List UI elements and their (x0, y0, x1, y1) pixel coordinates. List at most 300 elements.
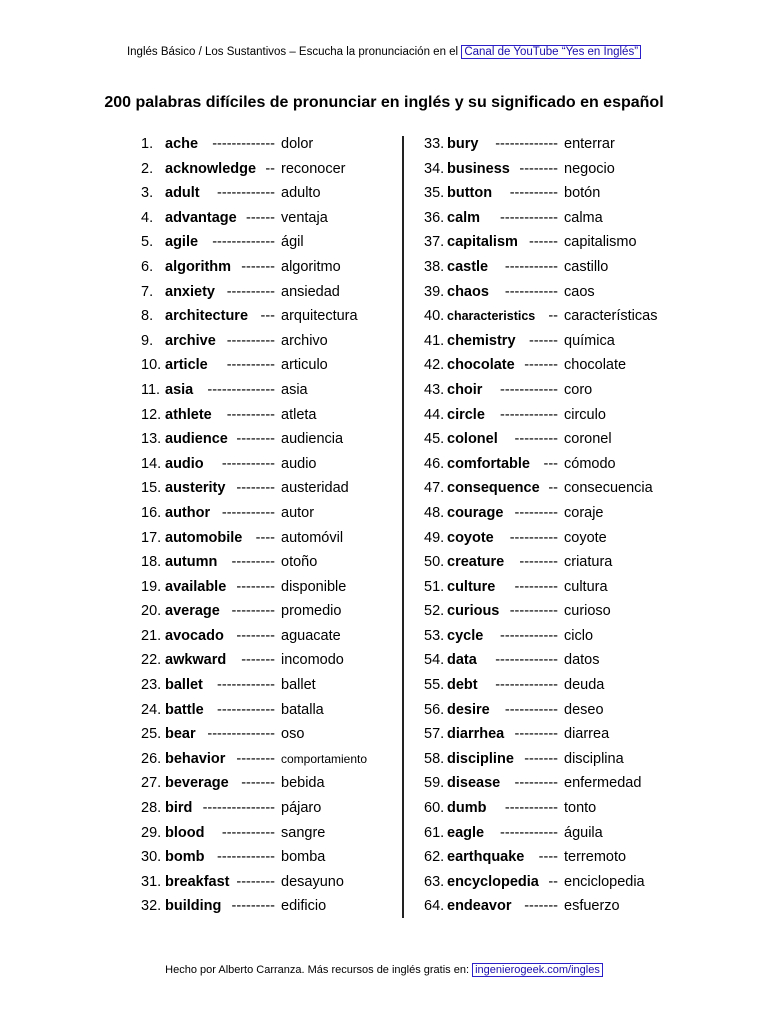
spanish-meaning: capitalismo (564, 234, 637, 251)
vocab-row (141, 821, 396, 846)
english-word: endeavor (447, 898, 512, 915)
spanish-meaning: austeridad (281, 480, 349, 497)
item-number: 49. (424, 529, 445, 546)
item-number: 35. (424, 185, 445, 202)
item-number: 26. (141, 750, 162, 767)
vocab-row (424, 673, 684, 698)
separator-dashes: -------- (236, 627, 275, 644)
english-word: coyote (447, 529, 494, 546)
english-word: battle (165, 701, 204, 718)
separator-dashes: -------- (236, 578, 275, 595)
separator-dashes: ------------- (495, 677, 558, 694)
english-word: average (165, 603, 220, 620)
footer-text: Hecho por Alberto Carranza. Más recursos de inglés gratis en: (165, 964, 470, 976)
item-number: 28. (141, 800, 162, 817)
vocab-row (141, 378, 396, 403)
item-number: 57. (424, 726, 445, 743)
english-word: disease (447, 775, 501, 792)
separator-dashes: ---------- (226, 357, 275, 374)
separator-dashes: -- (548, 873, 558, 890)
item-number: 40. (424, 308, 445, 325)
vocab-row (424, 501, 684, 526)
separator-dashes: ---- (255, 529, 275, 546)
item-number: 29. (141, 824, 162, 841)
separator-dashes: --------- (514, 775, 558, 792)
english-word: blood (165, 824, 205, 841)
spanish-meaning: bomba (281, 849, 326, 866)
spanish-meaning: cómodo (564, 455, 616, 472)
spanish-meaning: sangre (281, 824, 326, 841)
separator-dashes: ------------ (217, 849, 275, 866)
vocab-row (424, 181, 684, 206)
english-word: encyclopedia (447, 873, 539, 890)
english-word: awkward (165, 652, 227, 669)
english-word: calm (447, 209, 481, 226)
vocab-row (424, 722, 684, 747)
vocab-row (424, 230, 684, 255)
separator-dashes: ----------- (504, 800, 558, 817)
separator-dashes: -------------- (207, 726, 275, 743)
separator-dashes: -------- (236, 431, 275, 448)
vocab-row (141, 550, 396, 575)
vocab-row (141, 280, 396, 305)
spanish-meaning: otoño (281, 554, 318, 571)
item-number: 61. (424, 824, 445, 841)
english-word: avocado (165, 627, 224, 644)
vocab-row (141, 353, 396, 378)
separator-dashes: --------- (231, 554, 275, 571)
english-word: athlete (165, 406, 212, 423)
item-number: 63. (424, 873, 445, 890)
spanish-meaning: articulo (281, 357, 328, 374)
spanish-meaning: tonto (564, 800, 597, 817)
vocab-row (141, 526, 396, 551)
english-word: automobile (165, 529, 243, 546)
vocab-row (424, 403, 684, 428)
item-number: 13. (141, 431, 162, 448)
vocab-row (141, 476, 396, 501)
separator-dashes: ------ (529, 234, 558, 251)
separator-dashes: --- (543, 455, 558, 472)
spanish-meaning: atleta (281, 406, 317, 423)
english-word: article (165, 357, 208, 374)
item-number: 16. (141, 504, 162, 521)
vocab-row (141, 132, 396, 157)
vocab-row (424, 698, 684, 723)
separator-dashes: --------- (514, 578, 558, 595)
page-footer (0, 962, 768, 978)
separator-dashes: -------- (236, 480, 275, 497)
vocab-row (141, 427, 396, 452)
vocab-row (424, 378, 684, 403)
spanish-meaning: calma (564, 209, 603, 226)
spanish-meaning: asia (281, 381, 308, 398)
item-number: 1. (141, 136, 154, 152)
vocab-row (424, 648, 684, 673)
vocab-row (141, 403, 396, 428)
item-number: 21. (141, 627, 162, 644)
vocab-row (141, 304, 396, 329)
separator-dashes: -- (265, 160, 275, 177)
spanish-meaning: circulo (564, 406, 606, 423)
vocab-row (141, 648, 396, 673)
english-word: colonel (447, 431, 498, 448)
spanish-meaning: águila (564, 824, 603, 841)
english-word: business (447, 160, 510, 177)
item-number: 38. (424, 258, 445, 275)
vocab-row (424, 550, 684, 575)
english-word: adult (165, 185, 200, 202)
item-number: 60. (424, 800, 445, 817)
english-word: culture (447, 578, 496, 595)
separator-dashes: ----------- (504, 258, 558, 275)
vocab-row (141, 747, 396, 772)
vocab-row (424, 304, 684, 329)
english-word: austerity (165, 480, 226, 497)
english-word: curious (447, 603, 500, 620)
separator-dashes: ---------- (509, 529, 558, 546)
vocab-row (141, 698, 396, 723)
english-word: acknowledge (165, 160, 257, 177)
vocab-row (424, 452, 684, 477)
english-word: consequence (447, 480, 540, 497)
item-number: 33. (424, 136, 445, 152)
spanish-meaning: audio (281, 455, 317, 472)
separator-dashes: -- (548, 308, 558, 325)
vocab-row (424, 206, 684, 231)
spanish-meaning: chocolate (564, 357, 627, 374)
item-number: 41. (424, 332, 445, 349)
separator-dashes: --------- (514, 504, 558, 521)
english-word: ache (165, 136, 199, 152)
separator-dashes: ------- (241, 775, 275, 792)
column-divider (402, 136, 404, 918)
youtube-channel-link[interactable]: Canal de YouTube “Yes en Inglés” (461, 45, 641, 59)
english-word: anxiety (165, 283, 215, 300)
spanish-meaning: edificio (281, 898, 327, 915)
vocab-row (141, 599, 396, 624)
english-word: chaos (447, 283, 489, 300)
spanish-meaning: coraje (564, 504, 604, 521)
item-number: 54. (424, 652, 445, 669)
english-word: agile (165, 234, 199, 251)
item-number: 23. (141, 677, 162, 694)
english-word: cycle (447, 627, 484, 644)
separator-dashes: --------------- (202, 800, 275, 817)
separator-dashes: ------------- (495, 652, 558, 669)
vocab-row (424, 575, 684, 600)
item-number: 20. (141, 603, 162, 620)
vocab-row (424, 624, 684, 649)
spanish-meaning: batalla (281, 701, 324, 718)
separator-dashes: ------ (529, 332, 558, 349)
item-number: 59. (424, 775, 445, 792)
separator-dashes: ------------ (217, 185, 275, 202)
vocab-row (424, 280, 684, 305)
spanish-meaning: ventaja (281, 209, 328, 226)
separator-dashes: ----------- (221, 455, 275, 472)
item-number: 43. (424, 381, 445, 398)
item-number: 45. (424, 431, 445, 448)
spanish-meaning: diarrea (564, 726, 610, 743)
separator-dashes: ------------ (500, 209, 558, 226)
english-word: autumn (165, 554, 218, 571)
english-word: bird (165, 800, 193, 817)
vocab-row (141, 845, 396, 870)
english-word: capitalism (447, 234, 518, 251)
english-word: architecture (165, 308, 249, 325)
resources-link[interactable]: ingenierogeek.com/ingles (472, 963, 603, 977)
spanish-meaning: automóvil (281, 529, 344, 546)
item-number: 2. (141, 160, 154, 177)
vocab-row (141, 230, 396, 255)
spanish-meaning: comportamiento (281, 751, 368, 766)
item-number: 30. (141, 849, 162, 866)
english-word: behavior (165, 750, 226, 767)
item-number: 44. (424, 406, 445, 423)
english-word: eagle (447, 824, 485, 841)
item-number: 5. (141, 234, 154, 251)
spanish-meaning: archivo (281, 332, 328, 349)
spanish-meaning: aguacate (281, 627, 341, 644)
separator-dashes: -------- (236, 750, 275, 767)
english-word: available (165, 578, 227, 595)
item-number: 4. (141, 209, 154, 226)
item-number: 58. (424, 750, 445, 767)
vocab-row (141, 181, 396, 206)
item-number: 52. (424, 603, 445, 620)
item-number: 64. (424, 898, 445, 915)
vocab-row (424, 427, 684, 452)
separator-dashes: ----------- (504, 701, 558, 718)
item-number: 62. (424, 849, 445, 866)
vocab-row (424, 132, 684, 157)
spanish-meaning: ballet (281, 677, 316, 694)
spanish-meaning: promedio (281, 603, 342, 620)
english-word: circle (447, 406, 485, 423)
separator-dashes: ------------- (212, 234, 275, 251)
spanish-meaning: consecuencia (564, 480, 653, 497)
item-number: 37. (424, 234, 445, 251)
spanish-meaning: disponible (281, 578, 347, 595)
spanish-meaning: incomodo (281, 652, 344, 669)
spanish-meaning: terremoto (564, 849, 627, 866)
separator-dashes: ------ (246, 209, 275, 226)
english-word: breakfast (165, 873, 230, 890)
spanish-meaning: cultura (564, 578, 608, 595)
spanish-meaning: curioso (564, 603, 611, 620)
spanish-meaning: ágil (281, 234, 304, 251)
spanish-meaning: reconocer (281, 160, 346, 177)
vocab-row (141, 771, 396, 796)
item-number: 18. (141, 554, 162, 571)
english-word: desire (447, 701, 490, 718)
header-text: Inglés Básico / Los Sustantivos – Escucha la pronunciación en el (126, 46, 459, 58)
separator-dashes: -- (548, 480, 558, 497)
separator-dashes: ----------- (504, 283, 558, 300)
item-number: 42. (424, 357, 445, 374)
separator-dashes: ------------ (500, 381, 558, 398)
separator-dashes: --------- (231, 898, 275, 915)
vocab-row (424, 599, 684, 624)
english-word: comfortable (447, 455, 530, 472)
vocab-row (141, 255, 396, 280)
spanish-meaning: deseo (564, 701, 604, 718)
separator-dashes: ------- (524, 898, 558, 915)
spanish-meaning: castillo (564, 258, 609, 275)
separator-dashes: ------- (524, 750, 558, 767)
english-word: ballet (165, 677, 203, 694)
spanish-meaning: coro (564, 381, 593, 398)
spanish-meaning: coronel (564, 431, 612, 448)
vocab-row (141, 894, 396, 919)
english-word: audio (165, 455, 204, 472)
english-word: beverage (165, 775, 229, 792)
item-number: 56. (424, 701, 445, 718)
spanish-meaning: dolor (281, 136, 314, 152)
separator-dashes: --------- (231, 603, 275, 620)
spanish-meaning: adulto (281, 185, 321, 202)
vocab-row (141, 157, 396, 182)
spanish-meaning: botón (564, 185, 601, 202)
separator-dashes: ------------ (500, 627, 558, 644)
english-word: characteristics (447, 309, 536, 324)
vocab-row (424, 353, 684, 378)
item-number: 12. (141, 406, 162, 423)
vocab-row (424, 747, 684, 772)
english-word: chemistry (447, 332, 516, 349)
english-word: creature (447, 554, 505, 571)
item-number: 7. (141, 283, 154, 300)
item-number: 32. (141, 898, 162, 915)
english-word: courage (447, 504, 504, 521)
item-number: 55. (424, 677, 445, 694)
spanish-meaning: enciclopedia (564, 873, 645, 890)
spanish-meaning: oso (281, 726, 305, 743)
spanish-meaning: características (564, 308, 658, 325)
vocab-row (424, 255, 684, 280)
spanish-meaning: criatura (564, 554, 613, 571)
vocab-row (424, 845, 684, 870)
separator-dashes: ------------ (217, 677, 275, 694)
english-word: archive (165, 332, 216, 349)
vocab-row (424, 821, 684, 846)
spanish-meaning: ansiedad (281, 283, 340, 300)
separator-dashes: -------------- (207, 381, 275, 398)
separator-dashes: ----------- (221, 504, 275, 521)
spanish-meaning: datos (564, 652, 600, 669)
vocab-row (141, 575, 396, 600)
item-number: 9. (141, 332, 154, 349)
spanish-meaning: autor (281, 504, 315, 521)
english-word: data (447, 652, 477, 669)
english-word: earthquake (447, 849, 525, 866)
spanish-meaning: caos (564, 283, 595, 300)
item-number: 25. (141, 726, 162, 743)
item-number: 11. (141, 381, 161, 398)
separator-dashes: ------------ (500, 824, 558, 841)
item-number: 15. (141, 480, 162, 497)
separator-dashes: ------------ (217, 701, 275, 718)
vocab-row (424, 329, 684, 354)
document-title: 200 palabras difíciles de pronunciar en inglés y su significado en español (104, 94, 664, 111)
item-number: 3. (141, 185, 154, 202)
spanish-meaning: bebida (281, 775, 325, 792)
vocab-row (141, 501, 396, 526)
vocab-row (424, 771, 684, 796)
spanish-meaning: enfermedad (564, 775, 642, 792)
english-word: castle (447, 258, 489, 275)
separator-dashes: ------------- (495, 136, 558, 152)
item-number: 48. (424, 504, 445, 521)
spanish-meaning: deuda (564, 677, 605, 694)
english-word: building (165, 898, 222, 915)
item-number: 31. (141, 873, 162, 890)
english-word: audience (165, 431, 228, 448)
separator-dashes: ------- (241, 652, 275, 669)
english-word: algorithm (165, 258, 232, 275)
spanish-meaning: disciplina (564, 750, 624, 767)
item-number: 24. (141, 701, 162, 718)
spanish-meaning: audiencia (281, 431, 344, 448)
vocab-row (141, 722, 396, 747)
english-word: bury (447, 136, 479, 152)
separator-dashes: ---------- (509, 185, 558, 202)
vocab-row (424, 796, 684, 821)
separator-dashes: ----------- (221, 824, 275, 841)
english-word: bear (165, 726, 196, 743)
item-number: 34. (424, 160, 445, 177)
english-word: bomb (165, 849, 205, 866)
vocab-row (141, 206, 396, 231)
item-number: 6. (141, 258, 154, 275)
separator-dashes: ------- (241, 258, 275, 275)
vocabulary-list-left (141, 132, 396, 919)
vocab-row (141, 673, 396, 698)
spanish-meaning: ciclo (564, 627, 594, 644)
item-number: 19. (141, 578, 162, 595)
english-word: discipline (447, 750, 514, 767)
spanish-meaning: esfuerzo (564, 898, 620, 915)
item-number: 39. (424, 283, 445, 300)
separator-dashes: ------- (524, 357, 558, 374)
separator-dashes: --------- (514, 726, 558, 743)
item-number: 50. (424, 554, 445, 571)
vocabulary-list-right (424, 132, 684, 919)
item-number: 36. (424, 209, 445, 226)
separator-dashes: --------- (514, 431, 558, 448)
spanish-meaning: algoritmo (281, 258, 341, 275)
english-word: dumb (447, 800, 487, 817)
item-number: 51. (424, 578, 445, 595)
item-number: 53. (424, 627, 445, 644)
item-number: 10. (141, 357, 162, 374)
separator-dashes: -------- (236, 873, 275, 890)
english-word: chocolate (447, 357, 515, 374)
spanish-meaning: enterrar (564, 136, 615, 152)
item-number: 47. (424, 480, 445, 497)
spanish-meaning: química (564, 332, 615, 349)
item-number: 14. (141, 455, 162, 472)
spanish-meaning: desayuno (281, 873, 344, 890)
vocab-row (424, 157, 684, 182)
item-number: 8. (141, 308, 154, 325)
vocab-row (141, 624, 396, 649)
separator-dashes: ------------ (500, 406, 558, 423)
separator-dashes: ---------- (226, 406, 275, 423)
vocab-row (424, 870, 684, 895)
english-word: button (447, 185, 493, 202)
